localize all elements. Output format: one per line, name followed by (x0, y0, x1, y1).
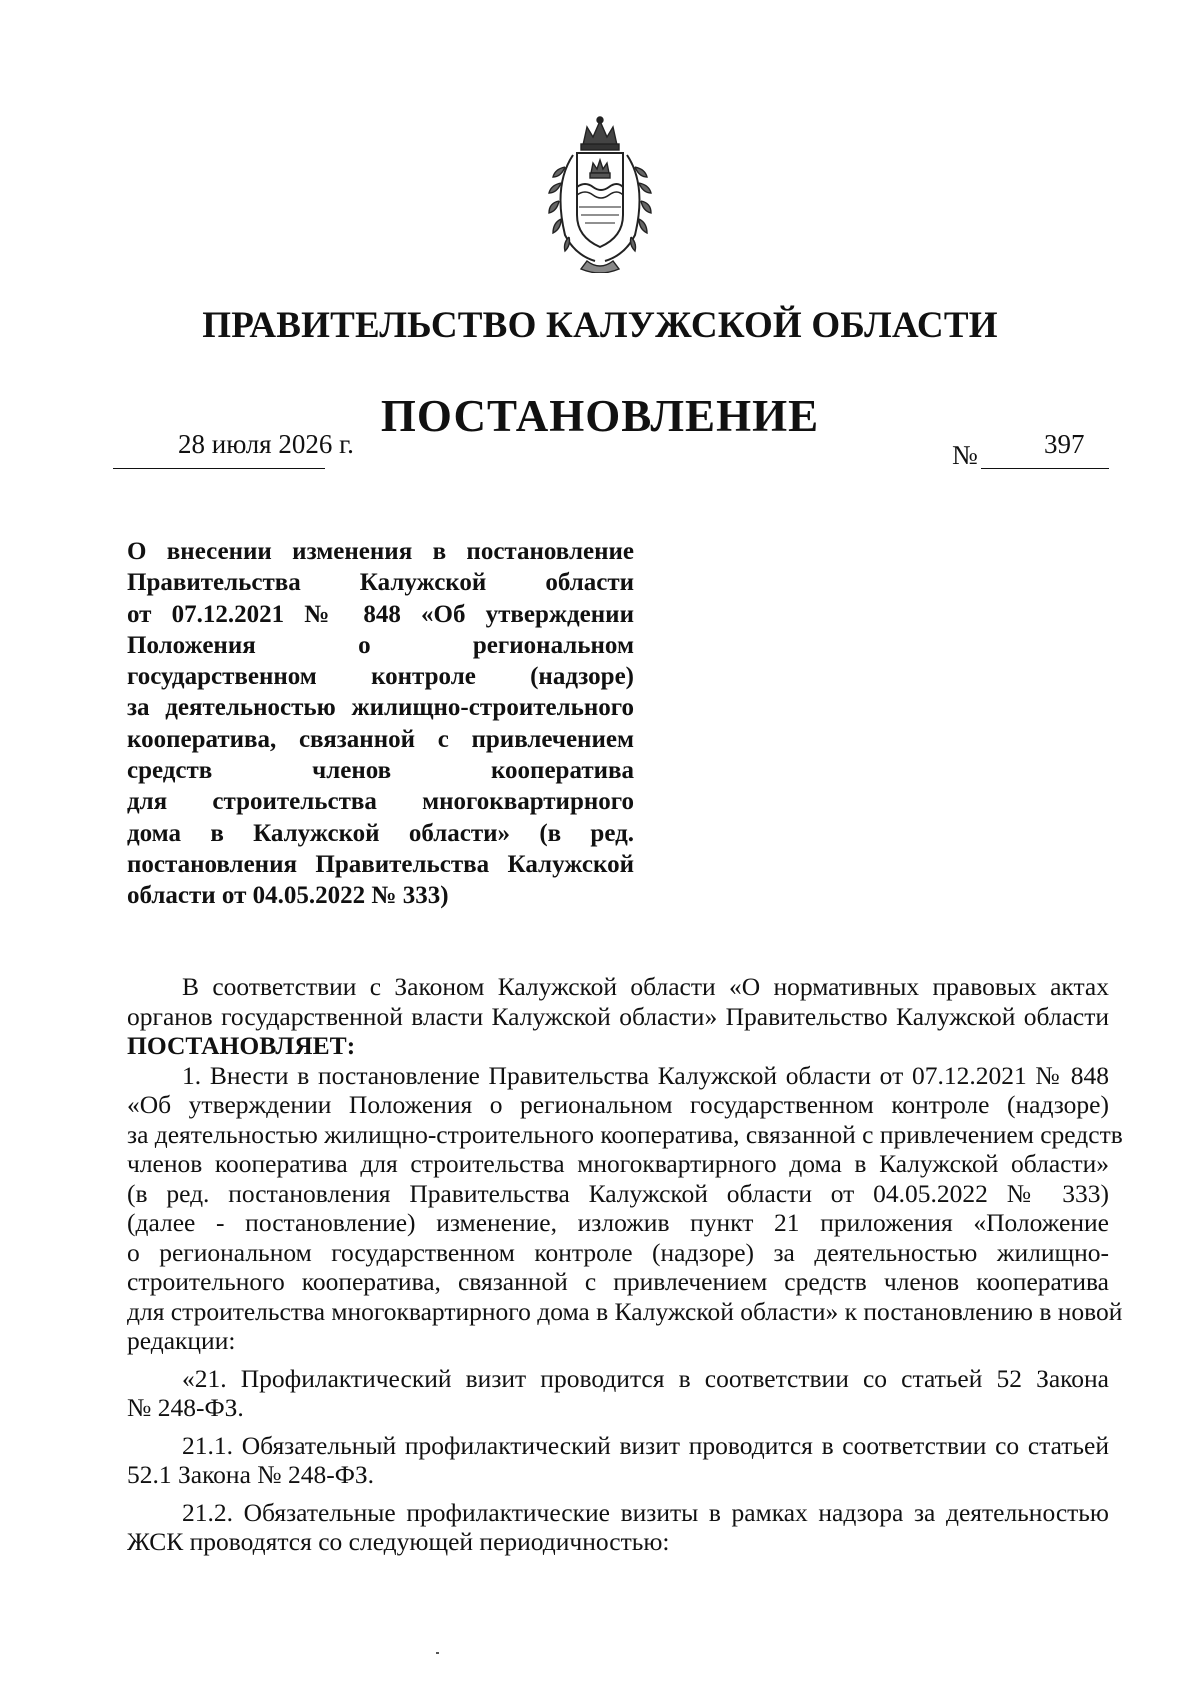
point-21-line: № 248-ФЗ. (127, 1393, 244, 1422)
item-1-line: за деятельностью жилищно-строительного кооператива, связанной с привлечением средств (127, 1119, 1123, 1149)
item-1-line: членов кооператива для строительства многоквартирного дома в Калужской области» (127, 1149, 1109, 1178)
point-21-1-line: 52.1 Закона № 248-ФЗ. (127, 1460, 375, 1489)
subject-line: области от 04.05.2022 № 333) (127, 882, 449, 910)
document-subject (127, 536, 634, 912)
point-21-2-line: 21.2. Обязательные профилактические визиты в рамках надзора за деятельностью (182, 1497, 1109, 1527)
subject-line: Положения о региональном (127, 631, 634, 659)
subject-line: средств членов кооператива (127, 757, 634, 785)
document-type: ПОСТАНОВЛЕНИЕ (380, 391, 820, 441)
subject-line: от 07.12.2021 № 848 «Об утверждении (127, 600, 634, 628)
resolves-heading: ПОСТАНОВЛЯЕТ: (127, 1031, 356, 1060)
point-21-2-line: ЖСК проводятся со следующей периодичностью: (127, 1527, 670, 1556)
item-1-line: строительного кооператива, связанной с привлечением средств членов кооператива (127, 1267, 1109, 1296)
point-21-line: «21. Профилактический визит проводится в соответствии со статьей 52 Закона (182, 1363, 1109, 1393)
preamble-line: В соответствии с Законом Калужской области «О нормативных правовых актах (182, 972, 1109, 1001)
subject-line: для строительства многоквартирного (127, 788, 634, 816)
subject-line: за деятельностью жилищно-строительного (127, 694, 634, 722)
subject-line: дома в Калужской области» (в ред. (127, 819, 634, 847)
item-1-line: для строительства многоквартирного дома в Калужской области» к постановлению в новой (127, 1296, 1123, 1326)
document-body (127, 972, 1123, 1557)
subject-line: О внесении изменения в постановление (127, 538, 634, 565)
subject-line: Правительства Калужской области (127, 569, 634, 597)
subject-line: государственном контроле (надзоре) (127, 663, 634, 691)
document-date: 28 июля 2026 г. (178, 429, 354, 459)
item-1-line: (в ред. постановления Правительства Калужской области от 04.05.2022 № 333) (127, 1178, 1109, 1208)
item-1-line: редакции: (127, 1326, 236, 1355)
organization-title: ПРАВИТЕЛЬСТВО КАЛУЖСКОЙ ОБЛАСТИ (202, 305, 998, 346)
preamble-line: органов государственной власти Калужской области» Правительство Калужской области (127, 1001, 1109, 1031)
item-1-line: о региональном государственном контроле (надзоре) за деятельностью жилищно- (127, 1237, 1109, 1267)
point-21-1-line: 21.1. Обязательный профилактический визит проводится в соответствии со статьей (182, 1430, 1109, 1460)
item-1-line: (далее - постановление) изменение, изложив пункт 21 приложения «Положение (127, 1208, 1109, 1237)
document-number: 397 (1044, 429, 1085, 459)
item-1-line: «Об утверждении Положения о региональном государственном контроле (надзоре) (127, 1090, 1109, 1119)
item-1-line: 1. Внести в постановление Правительства Калужской области от 07.12.2021 № 848 (182, 1060, 1109, 1090)
subject-line: кооператива, связанной с привлечением (127, 725, 634, 753)
number-label: № (952, 440, 978, 470)
scan-speck (436, 1652, 439, 1654)
date-underline (113, 468, 325, 469)
number-underline (981, 468, 1109, 469)
kaluga-coat-of-arms-icon (535, 115, 665, 273)
subject-line: постановления Правительства Калужской (127, 850, 634, 878)
